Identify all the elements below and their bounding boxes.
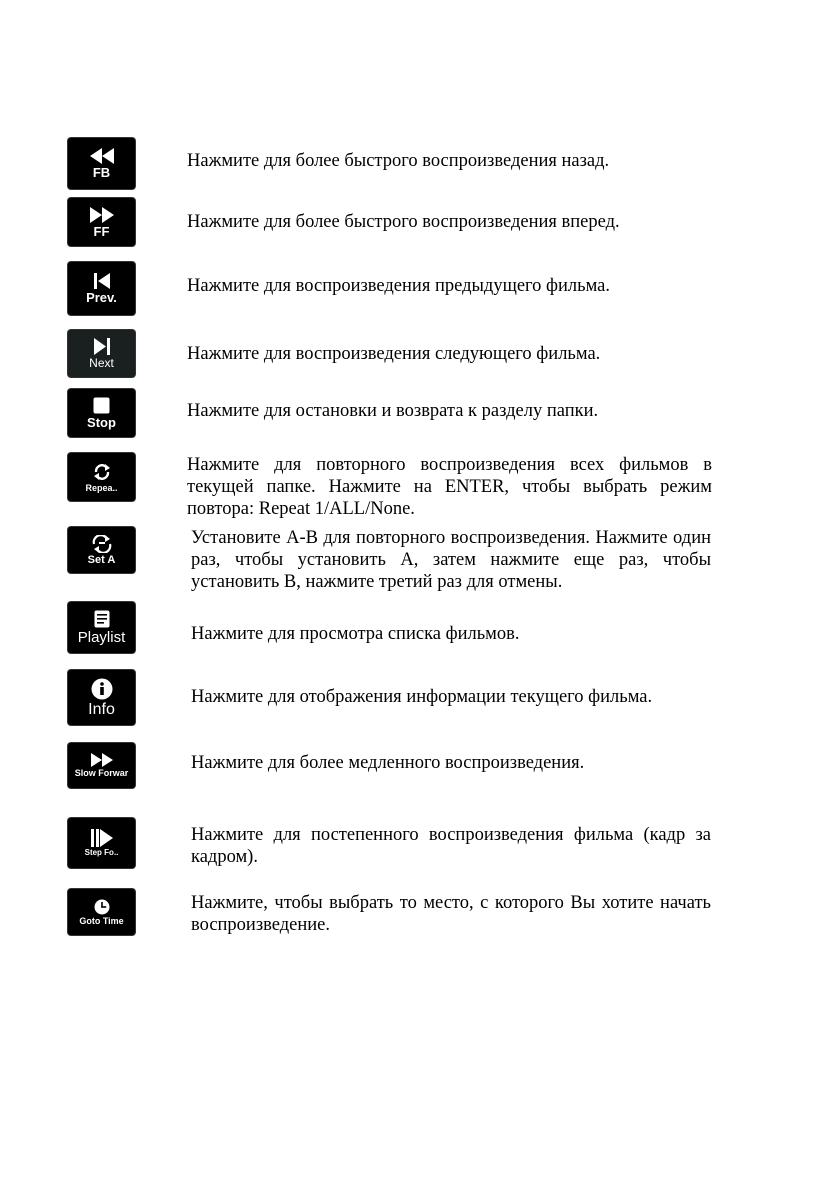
info-description: Нажмите для отображения информации текущего фильма. — [191, 687, 653, 707]
ff-label: FF — [93, 223, 110, 239]
goto-time-description: Нажмите, чтобы выбрать то место, с которого Вы хотите начать воспроизведение. — [191, 893, 711, 935]
slow-forward-description: Нажмите для более медленного воспроизведения. — [191, 753, 585, 773]
clock-icon — [94, 899, 110, 915]
previous-track-icon — [93, 273, 111, 289]
playlist-icon — [94, 610, 110, 628]
info-button[interactable] — [68, 670, 135, 725]
next-track-icon — [93, 338, 111, 355]
set-a-description: Установите A-B для повторного воспроизведения. Нажмите один раз, чтобы установить A, затем нажмите еще раз, чтобы установить B, нажмите третий раз для отмены. — [191, 528, 711, 592]
stop-label: Stop — [87, 415, 116, 430]
set-a-button[interactable] — [68, 527, 135, 573]
goto-time-label: Goto Time — [79, 915, 124, 926]
step-forward-description: Нажмите для постепенного воспроизведения фильма (кадр за кадром). — [191, 825, 711, 867]
next-description: Нажмите для воспроизведения следующего фильма. — [187, 344, 601, 364]
fast-backward-icon — [89, 148, 115, 164]
fb-description: Нажмите для более быстрого воспроизведения назад. — [187, 151, 610, 171]
repeat-button[interactable] — [68, 453, 135, 501]
next-button[interactable] — [68, 330, 135, 377]
fast-forward-icon — [89, 207, 115, 223]
goto-time-button[interactable] — [68, 889, 135, 935]
step-forward-label: Step Fo.. — [84, 848, 119, 857]
ff-button[interactable] — [68, 198, 135, 246]
repeat-label: Repea.. — [85, 482, 118, 493]
step-forward-icon — [90, 829, 114, 847]
next-label: Next — [89, 356, 114, 370]
fb-label: FB — [92, 165, 111, 180]
ff-description: Нажмите для более быстрого воспроизведения вперед. — [187, 212, 620, 232]
info-label: Info — [88, 700, 115, 718]
slow-forward-icon — [90, 753, 114, 767]
prev-description: Нажмите для воспроизведения предыдущего фильма. — [187, 276, 611, 296]
playlist-label: Playlist — [77, 629, 126, 646]
stop-icon — [93, 397, 110, 414]
set-a-label: Set A — [87, 553, 116, 566]
repeat-icon — [92, 462, 112, 482]
step-forward-button[interactable] — [68, 818, 135, 868]
stop-description: Нажмите для остановки и возврата к разделу папки. — [187, 401, 599, 421]
prev-label: Prev. — [86, 290, 117, 305]
repeat-description: Нажмите для повторного воспроизведения всех фильмов в текущей папке. Нажмите на ENTER, чтобы выбрать режим повтора: Repeat 1/ALL/None. — [187, 455, 712, 519]
slow-forward-label: Slow Forwar — [74, 768, 129, 778]
playlist-description: Нажмите для просмотра списка фильмов. — [191, 624, 520, 644]
stop-button[interactable] — [68, 389, 135, 437]
fb-button[interactable] — [68, 138, 135, 189]
info-icon — [91, 678, 113, 700]
playlist-button[interactable] — [68, 602, 135, 653]
prev-button[interactable] — [68, 262, 135, 315]
slow-forward-button[interactable] — [68, 743, 135, 788]
repeat-ab-icon — [91, 535, 113, 553]
